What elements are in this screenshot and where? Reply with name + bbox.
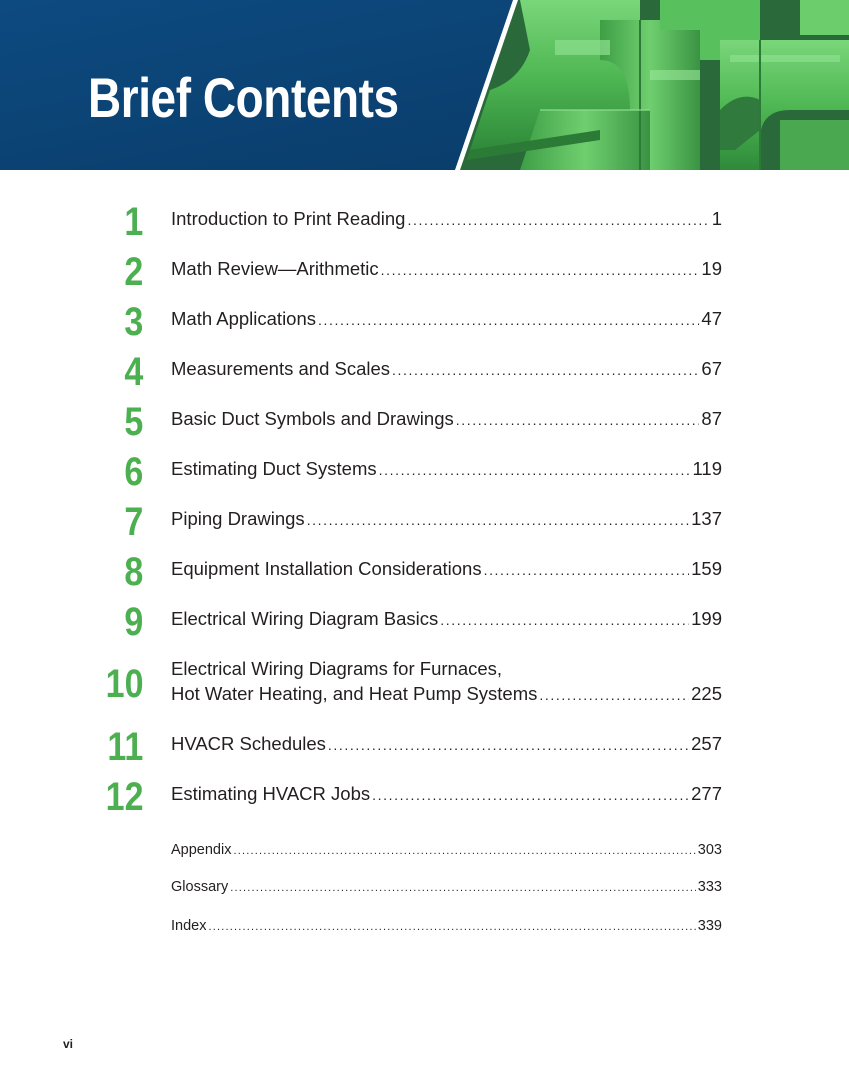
leader-dots (392, 358, 699, 382)
leader-dots (328, 733, 689, 757)
chapter-title: Basic Duct Symbols and Drawings (171, 408, 454, 429)
chapter-title: Electrical Wiring Diagram Basics (171, 608, 439, 629)
leader-dots (372, 783, 689, 807)
page-number: 1 (711, 208, 722, 229)
chapter-title: Estimating HVACR Jobs (171, 783, 371, 804)
chapter-line (171, 782, 722, 807)
leader-dots (381, 258, 700, 282)
chapter-title: Estimating Duct Systems (171, 458, 377, 479)
chapter-number: 5 (124, 400, 143, 444)
page-number: 159 (691, 558, 722, 579)
chapter-title: HVACR Schedules (171, 733, 326, 754)
leader-dots (208, 917, 695, 937)
chapter-title: Measurements and Scales (171, 358, 391, 379)
chapter-title: Piping Drawings (171, 508, 305, 529)
chapter-line (171, 307, 722, 332)
leader-dots (407, 208, 709, 232)
hvac-duct-photo (455, 0, 849, 170)
chapter-title: Introduction to Print Reading (171, 208, 406, 229)
chapter-title-line2: Hot Water Heating, and Heat Pump Systems (171, 683, 538, 704)
back-matter-line (171, 916, 722, 937)
page-number: 199 (691, 608, 722, 629)
page-number: 277 (691, 783, 722, 804)
chapter-number: 12 (105, 775, 143, 819)
back-matter-line (171, 877, 722, 898)
leader-dots (318, 308, 699, 332)
leader-dots (539, 683, 689, 707)
page-folio: vi (63, 1037, 74, 1051)
back-matter-title: Appendix (171, 842, 232, 858)
chapter-number: 3 (124, 300, 143, 344)
chapter-line (171, 257, 722, 282)
leader-dots (233, 841, 695, 861)
back-matter-title: Glossary (171, 879, 229, 895)
leader-dots (484, 558, 690, 582)
chapter-line (171, 407, 722, 432)
page-number: 47 (701, 308, 722, 329)
page-number: 257 (691, 733, 722, 754)
page-number: 87 (701, 408, 722, 429)
page-number: 303 (697, 842, 722, 858)
page-number: 137 (691, 508, 722, 529)
leader-dots (307, 508, 689, 532)
chapter-line (171, 357, 722, 382)
page-number: 119 (692, 458, 722, 479)
page-number: 333 (697, 879, 722, 895)
chapter-number: 10 (105, 662, 143, 706)
page-header (0, 0, 849, 170)
leader-dots (456, 408, 700, 432)
chapter-title-line1: Electrical Wiring Diagrams for Furnaces, (171, 658, 503, 679)
page-number: 19 (701, 258, 722, 279)
chapter-title: Math Review—Arithmetic (171, 258, 379, 279)
chapter-number: 4 (124, 350, 143, 394)
page-number: 339 (697, 918, 722, 934)
page-number: 67 (701, 358, 722, 379)
page-title: Brief Contents (88, 66, 399, 129)
back-matter-title: Index (171, 918, 207, 934)
chapter-line (171, 457, 722, 482)
chapter-line (171, 682, 722, 707)
chapter-title: Math Applications (171, 308, 317, 329)
chapter-line (171, 557, 722, 582)
page-number: 225 (691, 683, 722, 704)
back-matter-line (171, 840, 722, 861)
chapter-number: 11 (107, 725, 143, 769)
leader-dots (379, 458, 691, 482)
chapter-line (171, 207, 722, 232)
chapter-number: 6 (124, 450, 143, 494)
leader-dots (230, 878, 696, 898)
chapter-line (171, 607, 722, 632)
chapter-number: 8 (124, 550, 143, 594)
chapter-line (171, 732, 722, 757)
chapter-line (171, 507, 722, 532)
chapter-number: 7 (124, 500, 143, 544)
leader-dots (440, 608, 689, 632)
chapter-number: 1 (124, 200, 143, 244)
chapter-number: 9 (124, 600, 143, 644)
chapter-title: Equipment Installation Considerations (171, 558, 482, 579)
chapter-number: 2 (124, 250, 143, 294)
